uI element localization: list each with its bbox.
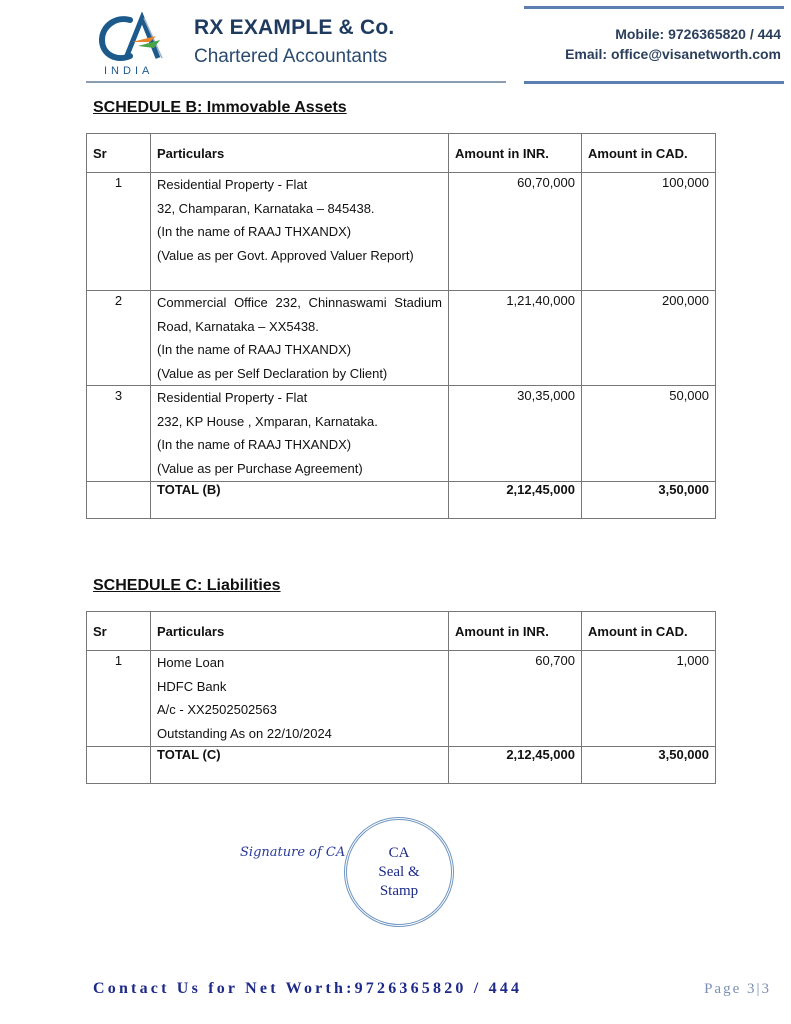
firm-block — [194, 16, 394, 68]
particulars-cell — [151, 386, 449, 482]
particulars-line: (In the name of RAAJ THXANDX) — [157, 224, 352, 239]
particulars-line: Commercial Office 232, Chinnaswami Stadium Road, Karnataka – XX5438. — [157, 295, 442, 334]
schedule-b-title: SCHEDULE B: Immovable Assets — [93, 99, 347, 116]
sr-cell: 3 — [87, 386, 151, 482]
col-particulars: Particulars — [151, 134, 449, 173]
amount-cad-cell: 200,000 — [582, 291, 716, 386]
svg-text:INDIA: INDIA — [104, 65, 154, 77]
table-row — [87, 651, 716, 747]
table-row — [87, 291, 716, 386]
col-amount-inr: Amount in INR. — [449, 134, 582, 173]
header-divider-right-top — [524, 6, 784, 9]
particulars-line: (Value as per Self Declaration by Client) — [157, 365, 388, 381]
particulars-line: (Value as per Purchase Agreement) — [157, 460, 363, 476]
amount-cad-cell: 100,000 — [582, 173, 716, 291]
table-row — [87, 173, 716, 291]
table-row — [87, 386, 716, 482]
total-inr: 2,12,45,000 — [449, 747, 582, 784]
stamp-line: CA — [388, 844, 410, 861]
amount-inr-cell: 60,70,000 — [449, 173, 582, 291]
amount-inr-cell: 30,35,000 — [449, 386, 582, 482]
col-amount-cad: Amount in CAD. — [582, 134, 716, 173]
sr-cell: 2 — [87, 291, 151, 386]
total-label: TOTAL (C) — [151, 747, 449, 784]
ca-india-logo — [96, 12, 176, 78]
contact-block — [565, 24, 781, 64]
sr-cell-empty — [87, 747, 151, 784]
sr-cell-empty — [87, 482, 151, 519]
col-sr: Sr — [87, 134, 151, 173]
seal-stamp — [344, 817, 454, 927]
stamp-line: Seal & — [378, 863, 420, 880]
particulars-line: 32, Champaran, Karnataka – 845438. — [157, 200, 375, 216]
amount-inr-cell: 60,700 — [449, 651, 582, 747]
particulars-line: A/c - XX2502502563 — [157, 702, 277, 717]
col-particulars: Particulars — [151, 612, 449, 651]
particulars-line: Outstanding As on 22/10/2024 — [157, 725, 332, 741]
total-row — [87, 747, 716, 784]
amount-inr-cell: 1,21,40,000 — [449, 291, 582, 386]
schedule-c-title: SCHEDULE C: Liabilities — [93, 577, 281, 594]
ca-logo-icon — [96, 12, 176, 78]
particulars-line: Residential Property - Flat — [157, 390, 308, 405]
total-row — [87, 482, 716, 519]
header-divider-left — [86, 81, 506, 83]
total-cad: 3,50,000 — [582, 482, 716, 519]
table-header-row — [87, 612, 716, 651]
particulars-cell — [151, 651, 449, 747]
stamp-line: Stamp — [379, 882, 419, 899]
particulars-cell — [151, 291, 449, 386]
particulars-line: (Value as per Govt. Approved Valuer Report) — [157, 247, 414, 263]
schedule-c-table — [86, 611, 716, 784]
particulars-cell — [151, 173, 449, 291]
particulars-line: (In the name of RAAJ THXANDX) — [157, 437, 352, 452]
total-label: TOTAL (B) — [151, 482, 449, 519]
page-number: Page 3|3 — [704, 981, 771, 997]
col-amount-cad: Amount in CAD. — [582, 612, 716, 651]
particulars-line: 232, KP House , Xmparan, Karnataka. — [157, 413, 378, 429]
amount-cad-cell: 1,000 — [582, 651, 716, 747]
particulars-line: Residential Property - Flat — [157, 177, 308, 192]
table-header-row — [87, 134, 716, 173]
particulars-line: HDFC Bank — [157, 678, 227, 694]
footer-contact: Contact Us for Net Worth:9726365820 / 444 — [93, 980, 523, 997]
particulars-line: (In the name of RAAJ THXANDX) — [157, 342, 352, 357]
header-divider-right-bottom — [524, 81, 784, 84]
signature-text: Signature of CA — [240, 845, 346, 860]
total-cad: 3,50,000 — [582, 747, 716, 784]
sr-cell: 1 — [87, 651, 151, 747]
mobile-number: Mobile: 9726365820 / 444 — [615, 26, 781, 42]
firm-subtitle: Chartered Accountants — [194, 46, 388, 67]
firm-name: RX EXAMPLE & Co. — [194, 16, 395, 39]
col-amount-inr: Amount in INR. — [449, 612, 582, 651]
email-address: Email: office@visanetworth.com — [565, 46, 781, 62]
amount-cad-cell: 50,000 — [582, 386, 716, 482]
total-inr: 2,12,45,000 — [449, 482, 582, 519]
sr-cell: 1 — [87, 173, 151, 291]
schedule-b-table — [86, 133, 716, 519]
particulars-line: Home Loan — [157, 655, 225, 670]
col-sr: Sr — [87, 612, 151, 651]
